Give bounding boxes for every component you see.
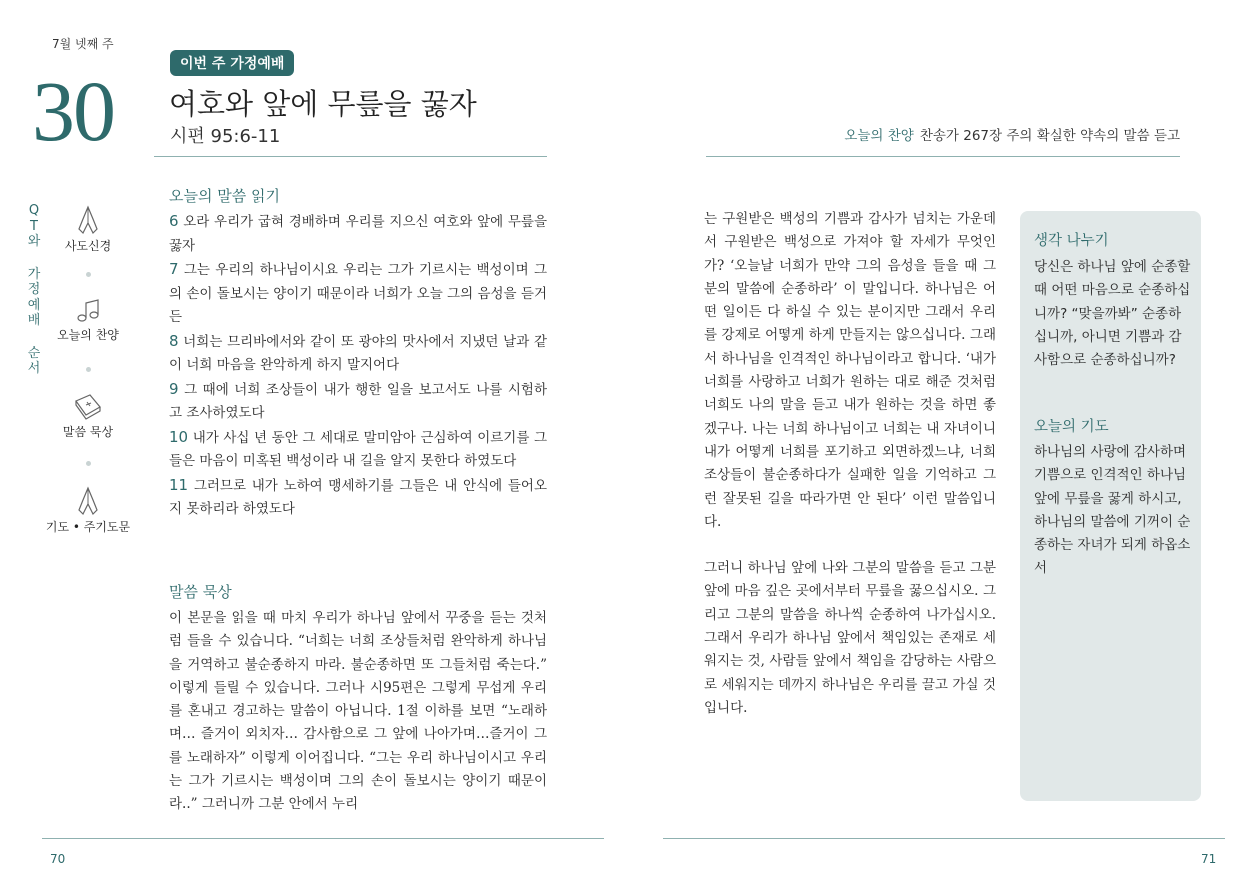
page-number-right: 71 xyxy=(1201,852,1217,866)
side-label-char: 순 xyxy=(27,345,41,361)
meditation-continued xyxy=(704,208,996,720)
step-label: 말씀 묵상 xyxy=(62,425,114,439)
header-rule-left xyxy=(154,156,547,157)
step-separator-dot xyxy=(86,272,91,277)
step-separator-dot xyxy=(86,461,91,466)
meditation-text xyxy=(169,607,547,817)
day-number: 30 xyxy=(32,63,114,159)
side-label-char: 정 xyxy=(27,282,41,297)
step-praise xyxy=(38,298,138,343)
verse-number: 11 xyxy=(169,475,189,494)
verse-list xyxy=(169,210,547,522)
verse-number: 6 xyxy=(169,212,179,230)
scripture-reference: 시편 95:6-11 xyxy=(170,126,281,147)
praying-hands-icon xyxy=(74,205,102,235)
prayer-text: 하나님의 사랑에 감사하며 기쁨으로 인격적인 하나님 앞에 무릎을 꿇게 하시고, 하나님의 말씀에 기꺼이 순종하는 자녀가 되게 하옵소서 xyxy=(1034,444,1191,577)
side-label-char: 배 xyxy=(27,313,41,328)
music-note-icon xyxy=(75,298,101,324)
header-rule-right xyxy=(706,156,1180,157)
step-prayer xyxy=(38,486,138,535)
verse xyxy=(169,258,547,330)
todays-praise xyxy=(844,124,1180,144)
page-number-left: 70 xyxy=(50,852,66,866)
side-label-char: Q xyxy=(28,203,40,218)
share-heading: 생각 나누기 xyxy=(1034,233,1109,249)
sidebar-box xyxy=(1020,211,1201,801)
verse-number: 10 xyxy=(169,427,189,446)
praise-text: 찬송가 267장 주의 확실한 약속의 말씀 듣고 xyxy=(919,128,1180,144)
side-label-char: 와 xyxy=(27,234,41,249)
reading-heading: 오늘의 말씀 읽기 xyxy=(169,187,280,205)
share-text: 당신은 하나님 앞에 순종할 때 어떤 마음으로 순종하십니까? “맞을까봐” 순종하십니까, 아니면 기쁨과 감사함으로 순종하십니까? xyxy=(1034,259,1191,369)
page-title: 여호와 앞에 무릎을 꿇자 xyxy=(169,87,477,121)
footer-rule-left xyxy=(42,838,604,839)
side-label-char: 예 xyxy=(27,297,41,313)
week-label: 7월 넷째 주 xyxy=(52,37,114,51)
verse xyxy=(169,378,547,426)
prayer-heading: 오늘의 기도 xyxy=(1034,419,1109,435)
meditation-paragraph: 는 구원받은 백성의 기쁨과 감사가 넘치는 가운데서 구원받은 백성으로 가져야 할 자세가 무엇인가? ‘오늘날 너희가 만약 그의 음성을 들을 때 그분의 말씀에 순종하라’ 이 말입니다. 하나님은 어떤 일이든 다 하실 수 있는 분이지만 그래서 우리를 강제로 어떻게 하게 만들지는 않으십니다. 그래서 하나님을 인격적인 하나님이라고 합니다. ‘내가 너희를 사랑하고 너희가 원하는 대로 해준 것처럼 너희도 나의 말을 듣고 내가 원하는 것을 하면 좋겠구나. 나는 너희 하나님이고 너희는 내 자녀이니 내가 어떻게 너희를 포기하고 외면하겠느냐, 너희 조상들이 불순종하다가 실패한 일을 기억하고 그런 잘못된 길을 따라가면 안 된다’ 이런 말씀입니다. xyxy=(704,211,996,530)
step-label: 오늘의 찬양 xyxy=(57,328,119,342)
verse-number: 9 xyxy=(169,379,179,398)
verse-text: 오라 우리가 굽혀 경배하며 우리를 지으신 여호와 앞에 무릎을 꿇자 xyxy=(169,214,547,254)
verse-number: 8 xyxy=(169,331,179,350)
praise-label: 오늘의 찬양 xyxy=(844,128,914,144)
praying-hands-icon xyxy=(74,486,102,516)
side-label-char: T xyxy=(30,218,38,234)
verse-text: 그러므로 내가 노하여 맹세하기를 그들은 내 안식에 들어오지 못하리라 하였도다 xyxy=(169,477,547,517)
verse xyxy=(169,330,547,378)
verse-text: 그 때에 너희 조상들이 내가 행한 일을 보고서도 나를 시험하고 조사하였도다 xyxy=(169,381,547,421)
footer-rule-right xyxy=(663,838,1225,839)
side-label-char: 가 xyxy=(27,266,41,282)
step-label: 기도 • 주기도문 xyxy=(45,520,131,534)
step-apostles-creed xyxy=(38,205,138,254)
meditation-paragraph: 이 본문을 읽을 때 마치 우리가 하나님 앞에서 꾸중을 듣는 것처럼 들을 수 있습니다. “너희는 너희 조상들처럼 완악하게 하나님을 거역하고 불순종하지 마라. 불순종하면 또 그들처럼 죽는다.” 이렇게 들릴 수 있습니다. 그러나 시95편은 그렇게 무섭게 우리를 혼내고 경고하는 말씀이 아닙니다. 1절 이하를 보면 “노래하며… 즐거이 외치자… 감사함으로 그 앞에 나아가며…즐거이 그를 노래하자” 이렇게 이어집니다. “그는 우리 하나님이시고 우리는 그가 기르시는 백성이며 그의 손이 돌보시는 양이기 때문이라..” 그러니까 그분 안에서 누리 xyxy=(169,610,547,813)
meditation-paragraph: 그러니 하나님 앞에 나와 그분의 말씀을 듣고 그분 앞에 마음 깊은 곳에서부터 무릎을 꿇으십시오. 그리고 그분의 말씀을 하나씩 순종하여 나가십시오. 그래서 우리가 하나님 앞에서 책임있는 존재로 세워지는 것, 사람들 앞에서 책임을 감당하는 사람으로 세워지는 데까지 하나님은 우리를 끌고 가실 것입니다. xyxy=(704,560,996,716)
verse-text: 너희는 므리바에서와 같이 또 광야의 맛사에서 지냈던 날과 같이 너희 마음을 완악하게 하지 말지어다 xyxy=(169,333,547,373)
verse-number: 7 xyxy=(169,260,179,278)
verse xyxy=(169,210,547,258)
step-label: 사도신경 xyxy=(64,239,112,253)
verse xyxy=(169,474,547,522)
meditation-heading: 말씀 묵상 xyxy=(169,583,232,601)
bible-icon xyxy=(72,393,104,421)
worship-badge: 이번 주 가정예배 xyxy=(170,50,294,76)
verse xyxy=(169,426,547,474)
verse-text: 내가 사십 년 동안 그 세대로 말미암아 근심하여 이르기를 그들은 마음이 미혹된 백성이라 내 길을 알지 못한다 하였도다 xyxy=(169,429,547,469)
step-meditation xyxy=(38,393,138,440)
step-separator-dot xyxy=(86,367,91,372)
side-label-char: 서 xyxy=(27,361,41,376)
verse-text: 그는 우리의 하나님이시요 우리는 그가 기르시는 백성이며 그의 손이 돌보시는 양이기 때문이라 너희가 오늘 그의 음성을 듣거든 xyxy=(169,262,547,325)
